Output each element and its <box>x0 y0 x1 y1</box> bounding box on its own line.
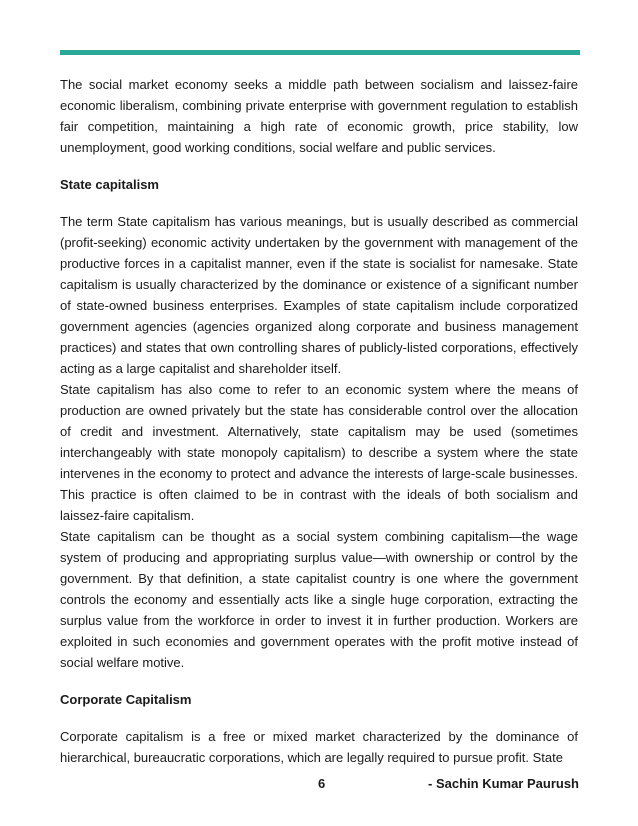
state-capitalism-paragraph-2: State capitalism has also come to refer to an economic system where the means of production are owned privately but the state has considerable control over the allocation of credit and investment. Alternatively, state capitalism may be used (sometimes interchangeably with state monopoly capitalism) to describe a system where the state intervenes in the economy to protect and advance the interests of large-scale businesses. This practice is often claimed to be in contrast with the ideals of both socialism and laissez-faire capitalism. <box>60 382 578 523</box>
state-capitalism-paragraph-1: The term State capitalism has various meanings, but is usually described as commercial (profit-seeking) economic activity undertaken by the government with management of the productive forces in a capitalist manner, even if the state is socialist for namesake. State capitalism is usually characterized by the dominance or existence of a significant number of state-owned business enterprises. Examples of state capitalism include corporatized government agencies (agencies organized along corporate and business management practices) and states that own controlling shares of publicly-listed corporations, effectively acting as a large capitalist and shareholder itself. <box>60 214 578 376</box>
author-credit: - Sachin Kumar Paurush <box>428 776 579 791</box>
top-accent-rule <box>60 50 580 55</box>
state-capitalism-paragraph-3: State capitalism can be thought as a social system combining capitalism—the wage system of producing and appropriating surplus value—with ownership or control by the government. By that definition, a state capitalist country is one where the government controls the economy and essentially acts like a single huge corporation, extracting the surplus value from the workforce in order to invest it in further production. Workers are exploited in such economies and government operates with the profit motive instead of social welfare motive. <box>60 529 578 670</box>
corporate-capitalism-paragraph-1: Corporate capitalism is a free or mixed market characterized by the dominance of hierarchical, bureaucratic corporations, which are legally required to pursue profit. State <box>60 729 578 765</box>
page-content <box>60 74 578 768</box>
section-heading-state-capitalism: State capitalism <box>60 177 159 192</box>
page-number: 6 <box>318 776 326 791</box>
intro-paragraph: The social market economy seeks a middle path between socialism and laissez-faire economic liberalism, combining private enterprise with government regulation to establish fair competition, maintaining a high rate of economic growth, price stability, low unemployment, good working conditions, social welfare and public services. <box>60 77 578 155</box>
section-heading-corporate-capitalism: Corporate Capitalism <box>60 692 192 707</box>
page-footer <box>0 776 638 798</box>
